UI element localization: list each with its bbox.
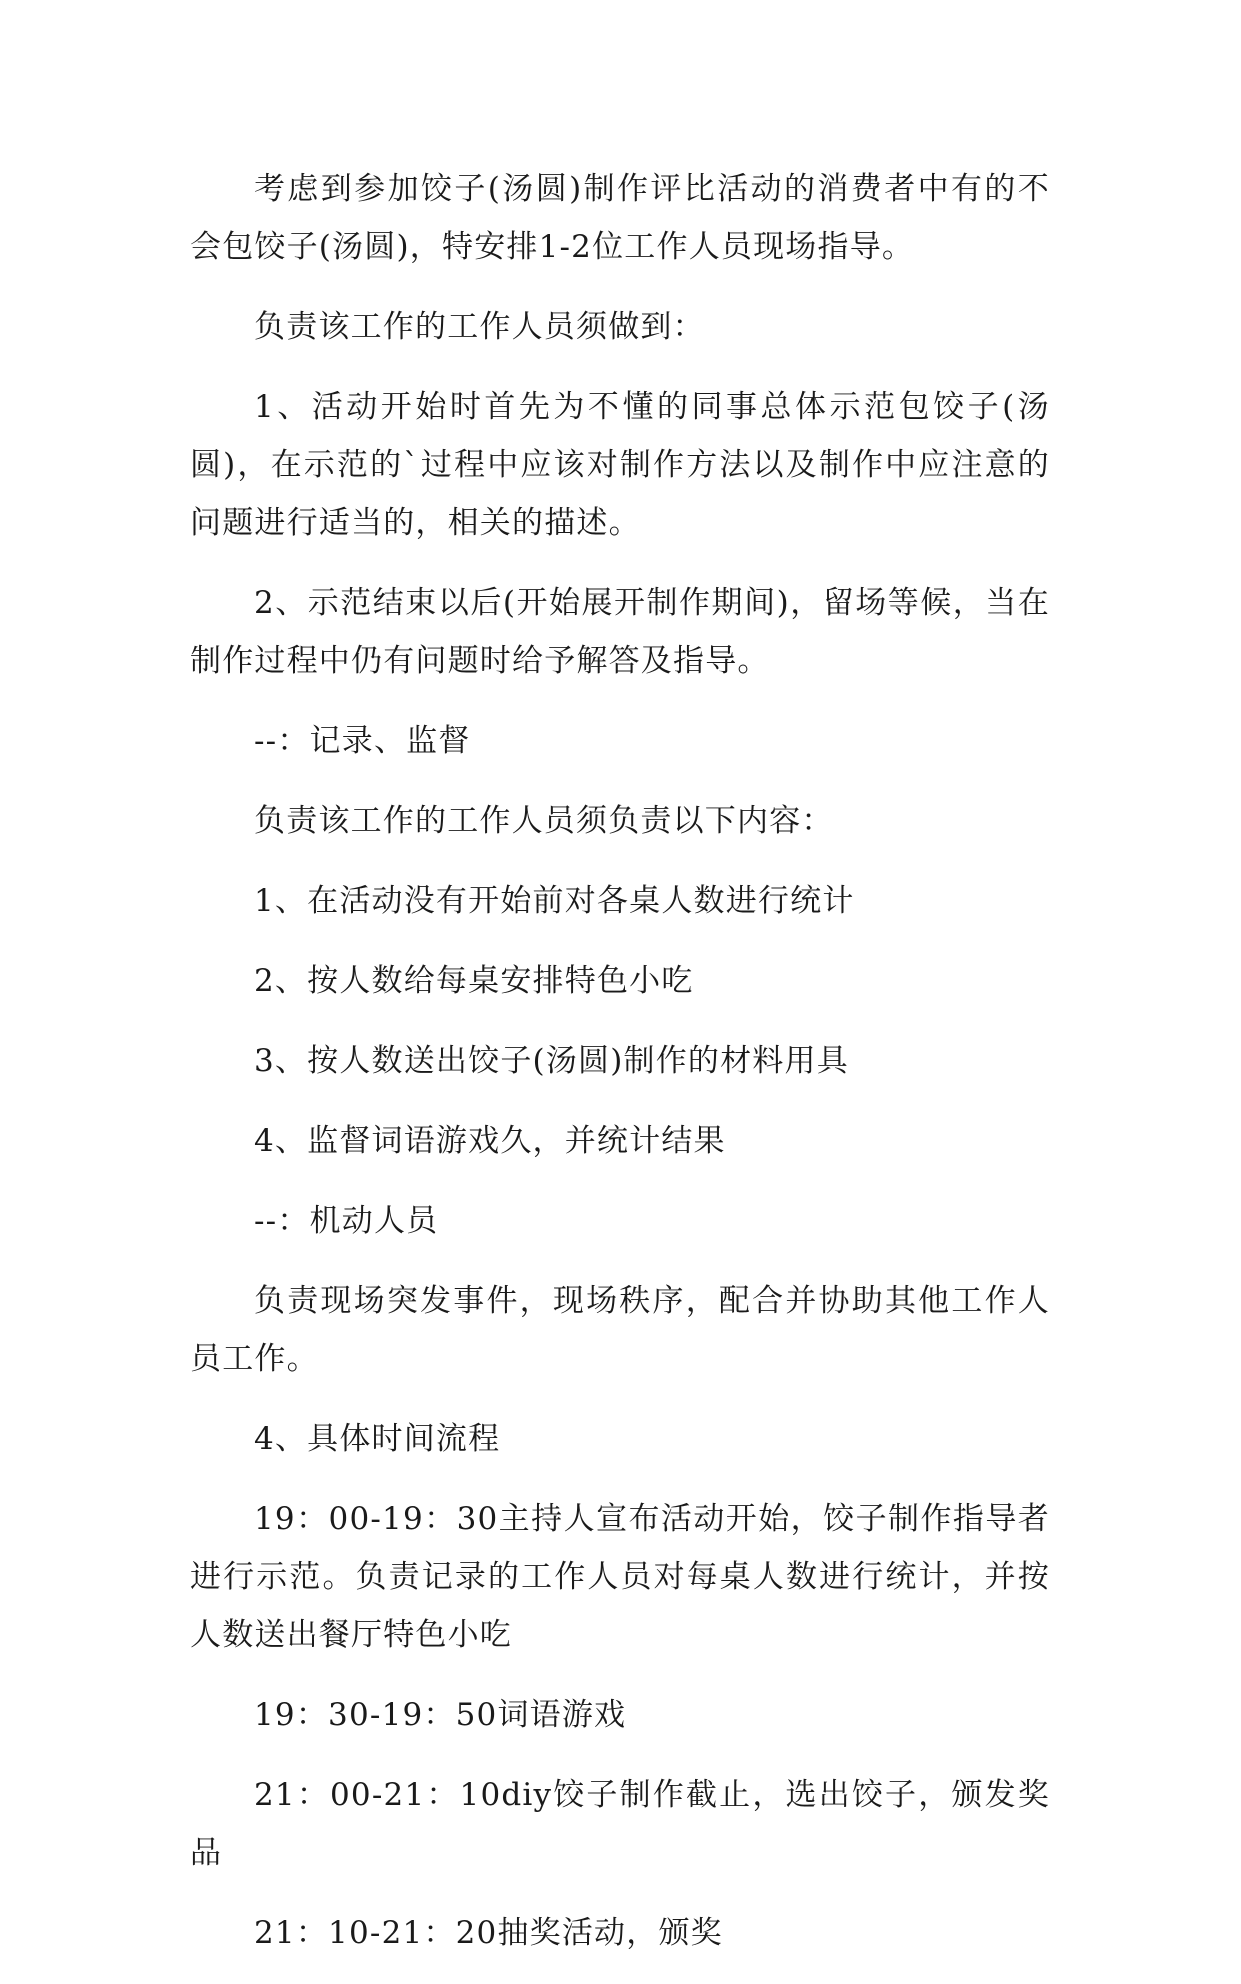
paragraph-mobile-staff-duty: 负责现场突发事件，现场秩序，配合并协助其他工作人员工作。 (190, 1283, 1050, 1377)
paragraph-schedule-2: 19：30-19：50词语游戏 (254, 1697, 627, 1733)
paragraph-schedule-4: 21：10-21：20抽奖活动，颁奖 (254, 1915, 723, 1951)
paragraph-record-2: 2、按人数给每桌安排特色小吃 (254, 963, 694, 999)
paragraph-record-1: 1、在活动没有开始前对各桌人数进行统计 (254, 883, 855, 919)
paragraph-record-4: 4、监督词语游戏久，并统计结果 (254, 1123, 726, 1159)
paragraph-guidance-intro: 考虑到参加饺子(汤圆)制作评比活动的消费者中有的不会包饺子(汤圆)，特安排1-2位工作人员现场指导。 (190, 171, 1050, 265)
paragraph-schedule-3: 21：00-21：10diy饺子制作截止，选出饺子，颁发奖品 (190, 1777, 1050, 1871)
paragraph-duty-1: 1、活动开始时首先为不懂的同事总体示范包饺子(汤圆)，在示范的`过程中应该对制作方法以及制作中应注意的问题进行适当的，相关的描述。 (190, 389, 1050, 541)
paragraph-section-record: --：记录、监督 (254, 723, 471, 759)
document-page (190, 160, 1050, 1984)
paragraph-schedule-heading: 4、具体时间流程 (254, 1421, 501, 1457)
paragraph-duty-2: 2、示范结束以后(开始展开制作期间)，留场等候，当在制作过程中仍有问题时给予解答及指导。 (190, 585, 1050, 679)
paragraph-schedule-1: 19：00-19：30主持人宣布活动开始，饺子制作指导者进行示范。负责记录的工作人员对每桌人数进行统计，并按人数送出餐厅特色小吃 (190, 1501, 1050, 1653)
paragraph-record-heading: 负责该工作的工作人员须负责以下内容： (254, 803, 834, 839)
paragraph-record-3: 3、按人数送出饺子(汤圆)制作的材料用具 (254, 1043, 849, 1079)
paragraph-section-mobile-staff: --：机动人员 (254, 1203, 439, 1239)
paragraph-duties-heading: 负责该工作的工作人员须做到： (254, 309, 705, 345)
